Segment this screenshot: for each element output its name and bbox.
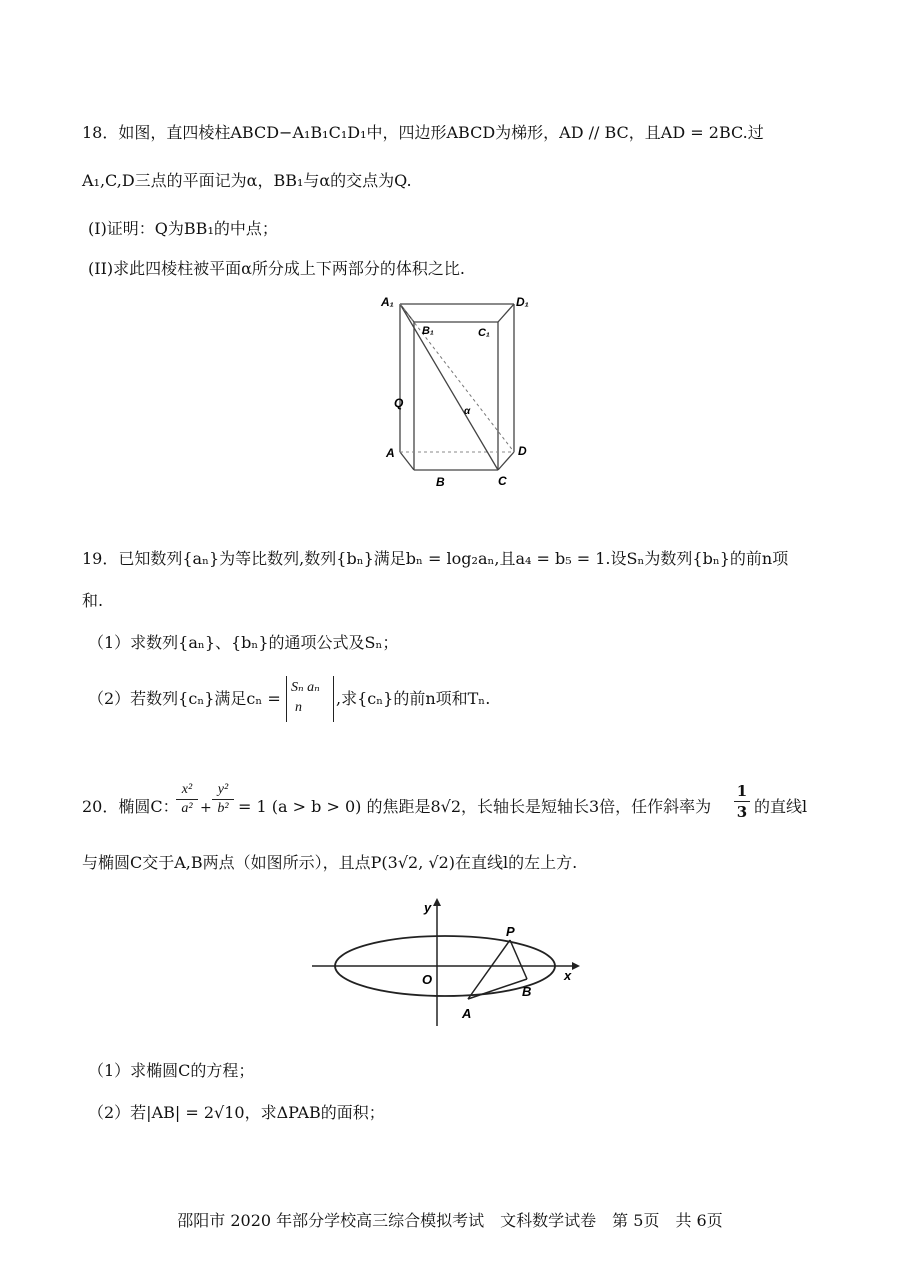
- label-C: C: [498, 474, 507, 488]
- q20-line2: 与椭圆C交于A,B两点（如图所示），且点P(3√2, √2)在直线l的左上方.: [82, 853, 578, 872]
- axis-label-y: y: [424, 900, 432, 915]
- label-A2: A: [462, 1006, 472, 1021]
- frac-plus: +: [200, 800, 212, 816]
- frac-x-den: a²: [181, 801, 193, 816]
- label-A: A: [386, 446, 395, 460]
- page-footer: 邵阳市 2020 年部分学校高三综合模拟考试 文科数学试卷 第 5页 共 6页: [177, 1211, 723, 1230]
- q20-line1-pre: 20．椭圆C：: [82, 797, 179, 816]
- label-alpha: α: [464, 406, 471, 417]
- q18-part1: (I)证明：Q为BB₁的中点；: [88, 219, 278, 238]
- q19-part2-pre: （2）若数列{cₙ}满足cₙ =: [88, 689, 281, 708]
- q19-part2-post: ,求{cₙ}的前n项和Tₙ.: [336, 689, 491, 708]
- q19-part1: （1）求数列{aₙ}、{bₙ}的通项公式及Sₙ；: [88, 633, 399, 652]
- ellipse-figure: [310, 896, 580, 1030]
- q20-line1-mid: = 1 (a > b > 0) 的焦距是8√2，长轴长是短轴长3倍，任作斜率为: [238, 797, 712, 816]
- label-C1: C₁: [478, 327, 490, 339]
- frac-y-den: b²: [217, 801, 229, 816]
- frac-slope: [734, 782, 750, 821]
- frac-y-num: y²: [217, 782, 229, 797]
- label-A1: A₁: [381, 295, 394, 309]
- label-O: O: [422, 972, 433, 987]
- label-P: P: [506, 924, 515, 939]
- frac-x: [176, 782, 198, 817]
- label-Q: Q: [394, 396, 404, 410]
- label-B2: B: [522, 984, 532, 999]
- q18-line2: A₁,C,D三点的平面记为α，BB₁与α的交点为Q.: [82, 171, 412, 190]
- frac-y: [212, 782, 234, 817]
- q19-line1: 19．已知数列{aₙ}为等比数列,数列{bₙ}满足bₙ = log₂aₙ,且a₄ = b₅ = 1.设Sₙ为数列{bₙ}的前n项: [82, 549, 789, 568]
- label-D: D: [518, 444, 527, 458]
- q18-part2: (II)求此四棱柱被平面α所分成上下两部分的体积之比.: [88, 259, 466, 278]
- q20-part2: （2）若|AB| = 2√10，求ΔPAB的面积；: [88, 1103, 385, 1122]
- slope-num: 1: [736, 782, 748, 800]
- label-B: B: [436, 475, 445, 489]
- prism-figure: [378, 292, 548, 492]
- det-bottom-row: n: [295, 700, 302, 715]
- label-B1: B₁: [422, 325, 434, 337]
- det-top-row: Sₙ aₙ: [291, 680, 320, 695]
- q19-line2: 和.: [82, 591, 104, 610]
- q20-part1: （1）求椭圆C的方程；: [88, 1061, 255, 1080]
- axis-label-x: x: [564, 968, 572, 983]
- q18-line1: 18．如图，直四棱柱ABCD−A₁B₁C₁D₁中，四边形ABCD为梯形，AD // BC，且AD = 2BC.过: [82, 123, 764, 142]
- slope-den: 3: [736, 803, 748, 821]
- determinant: [286, 676, 334, 722]
- frac-x-num: x²: [181, 782, 193, 797]
- q20-line1-post: 的直线l: [754, 797, 808, 816]
- label-D1: D₁: [516, 295, 529, 309]
